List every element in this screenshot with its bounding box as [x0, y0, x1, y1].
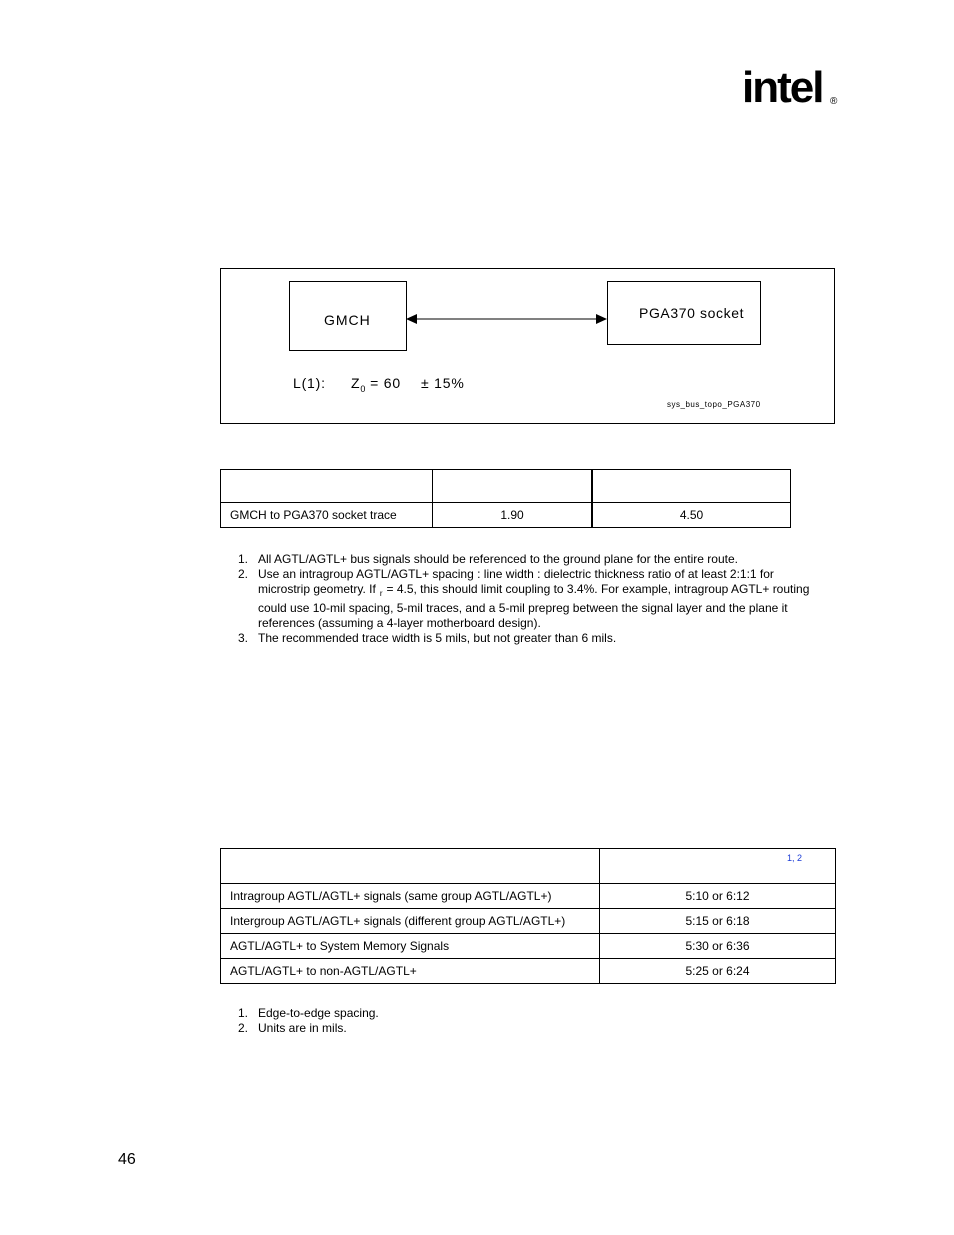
table-row — [221, 934, 836, 959]
table-header-cell — [221, 470, 433, 503]
logo-wordmark: intel — [742, 63, 823, 112]
table-row — [221, 909, 836, 934]
table-notes — [220, 1006, 820, 1036]
trace-spacing-table — [220, 848, 836, 984]
table-cell: 1.90 — [433, 503, 593, 528]
note-item: 3. The recommended trace width is 5 mils, but not greater than 6 mils. — [238, 631, 617, 645]
table-cell: Intergroup AGTL/AGTL+ signals (different group AGTL/AGTL+) — [221, 909, 600, 934]
intel-logo — [742, 58, 842, 118]
gmch-box — [289, 281, 407, 351]
table-cell: Intragroup AGTL/AGTL+ signals (same group AGTL/AGTL+) — [221, 884, 600, 909]
pga370-socket-label: PGA370 socket — [639, 305, 745, 321]
table-cell: 5:25 or 6:24 — [600, 959, 836, 984]
impedance-tolerance: ± 15% — [421, 375, 465, 391]
table-cell: AGTL/AGTL+ to System Memory Signals — [221, 934, 600, 959]
table-row — [221, 959, 836, 984]
table-cell: AGTL/AGTL+ to non-AGTL/AGTL+ — [221, 959, 600, 984]
page-number: 46 — [118, 1151, 136, 1168]
table-row — [221, 884, 836, 909]
note-item: 2. Units are in mils. — [238, 1021, 347, 1035]
gmch-label: GMCH — [324, 312, 371, 328]
registered-mark: ® — [830, 96, 838, 107]
table-header-row — [221, 470, 791, 503]
dielectric-constant-symbol: r — [379, 589, 383, 598]
table-row — [221, 503, 791, 528]
table-header-cell — [592, 470, 791, 503]
table-header-cell — [221, 849, 600, 884]
footnote-reference: 1, 2 — [787, 853, 803, 863]
trace-length-label: L(1): — [293, 375, 326, 391]
topology-diagram — [220, 268, 835, 424]
table-header-cell — [433, 470, 593, 503]
table-header-row — [221, 849, 836, 884]
note-item: 1. All AGTL/AGTL+ bus signals should be referenced to the ground plane for the entire route. — [238, 552, 738, 566]
table-cell: 5:15 or 6:18 — [600, 909, 836, 934]
table-cell: 4.50 — [592, 503, 791, 528]
table-cell: 5:30 or 6:36 — [600, 934, 836, 959]
pga370-socket-box — [607, 281, 761, 345]
note-item: 2. Use an intragroup AGTL/AGTL+ spacing : line width : dielectric thickness ratio of at least 2:1:1 for microstrip geometry. If $_r$ = 4.5, this should limit coupling to 3.4%. For example, intragroup AGTL+ routing could use 10-mil spacing, 5-mil traces, and a 5-mil prepreg between the signal layer and the plane it references (assuming a 4-layer motherboard design). — [238, 567, 810, 630]
table-cell: 5:10 or 6:12 — [600, 884, 836, 909]
table-notes — [220, 552, 820, 646]
trace-length-table — [220, 469, 791, 528]
figure-id: sys_bus_topo_PGA370 — [667, 400, 761, 409]
bidirectional-arrow — [406, 311, 607, 327]
impedance-label: $Z_0 = 60$ — [351, 375, 401, 394]
table-cell: GMCH to PGA370 socket trace — [221, 503, 433, 528]
note-item: 1. Edge-to-edge spacing. — [238, 1006, 379, 1020]
table-header-cell — [600, 849, 836, 884]
